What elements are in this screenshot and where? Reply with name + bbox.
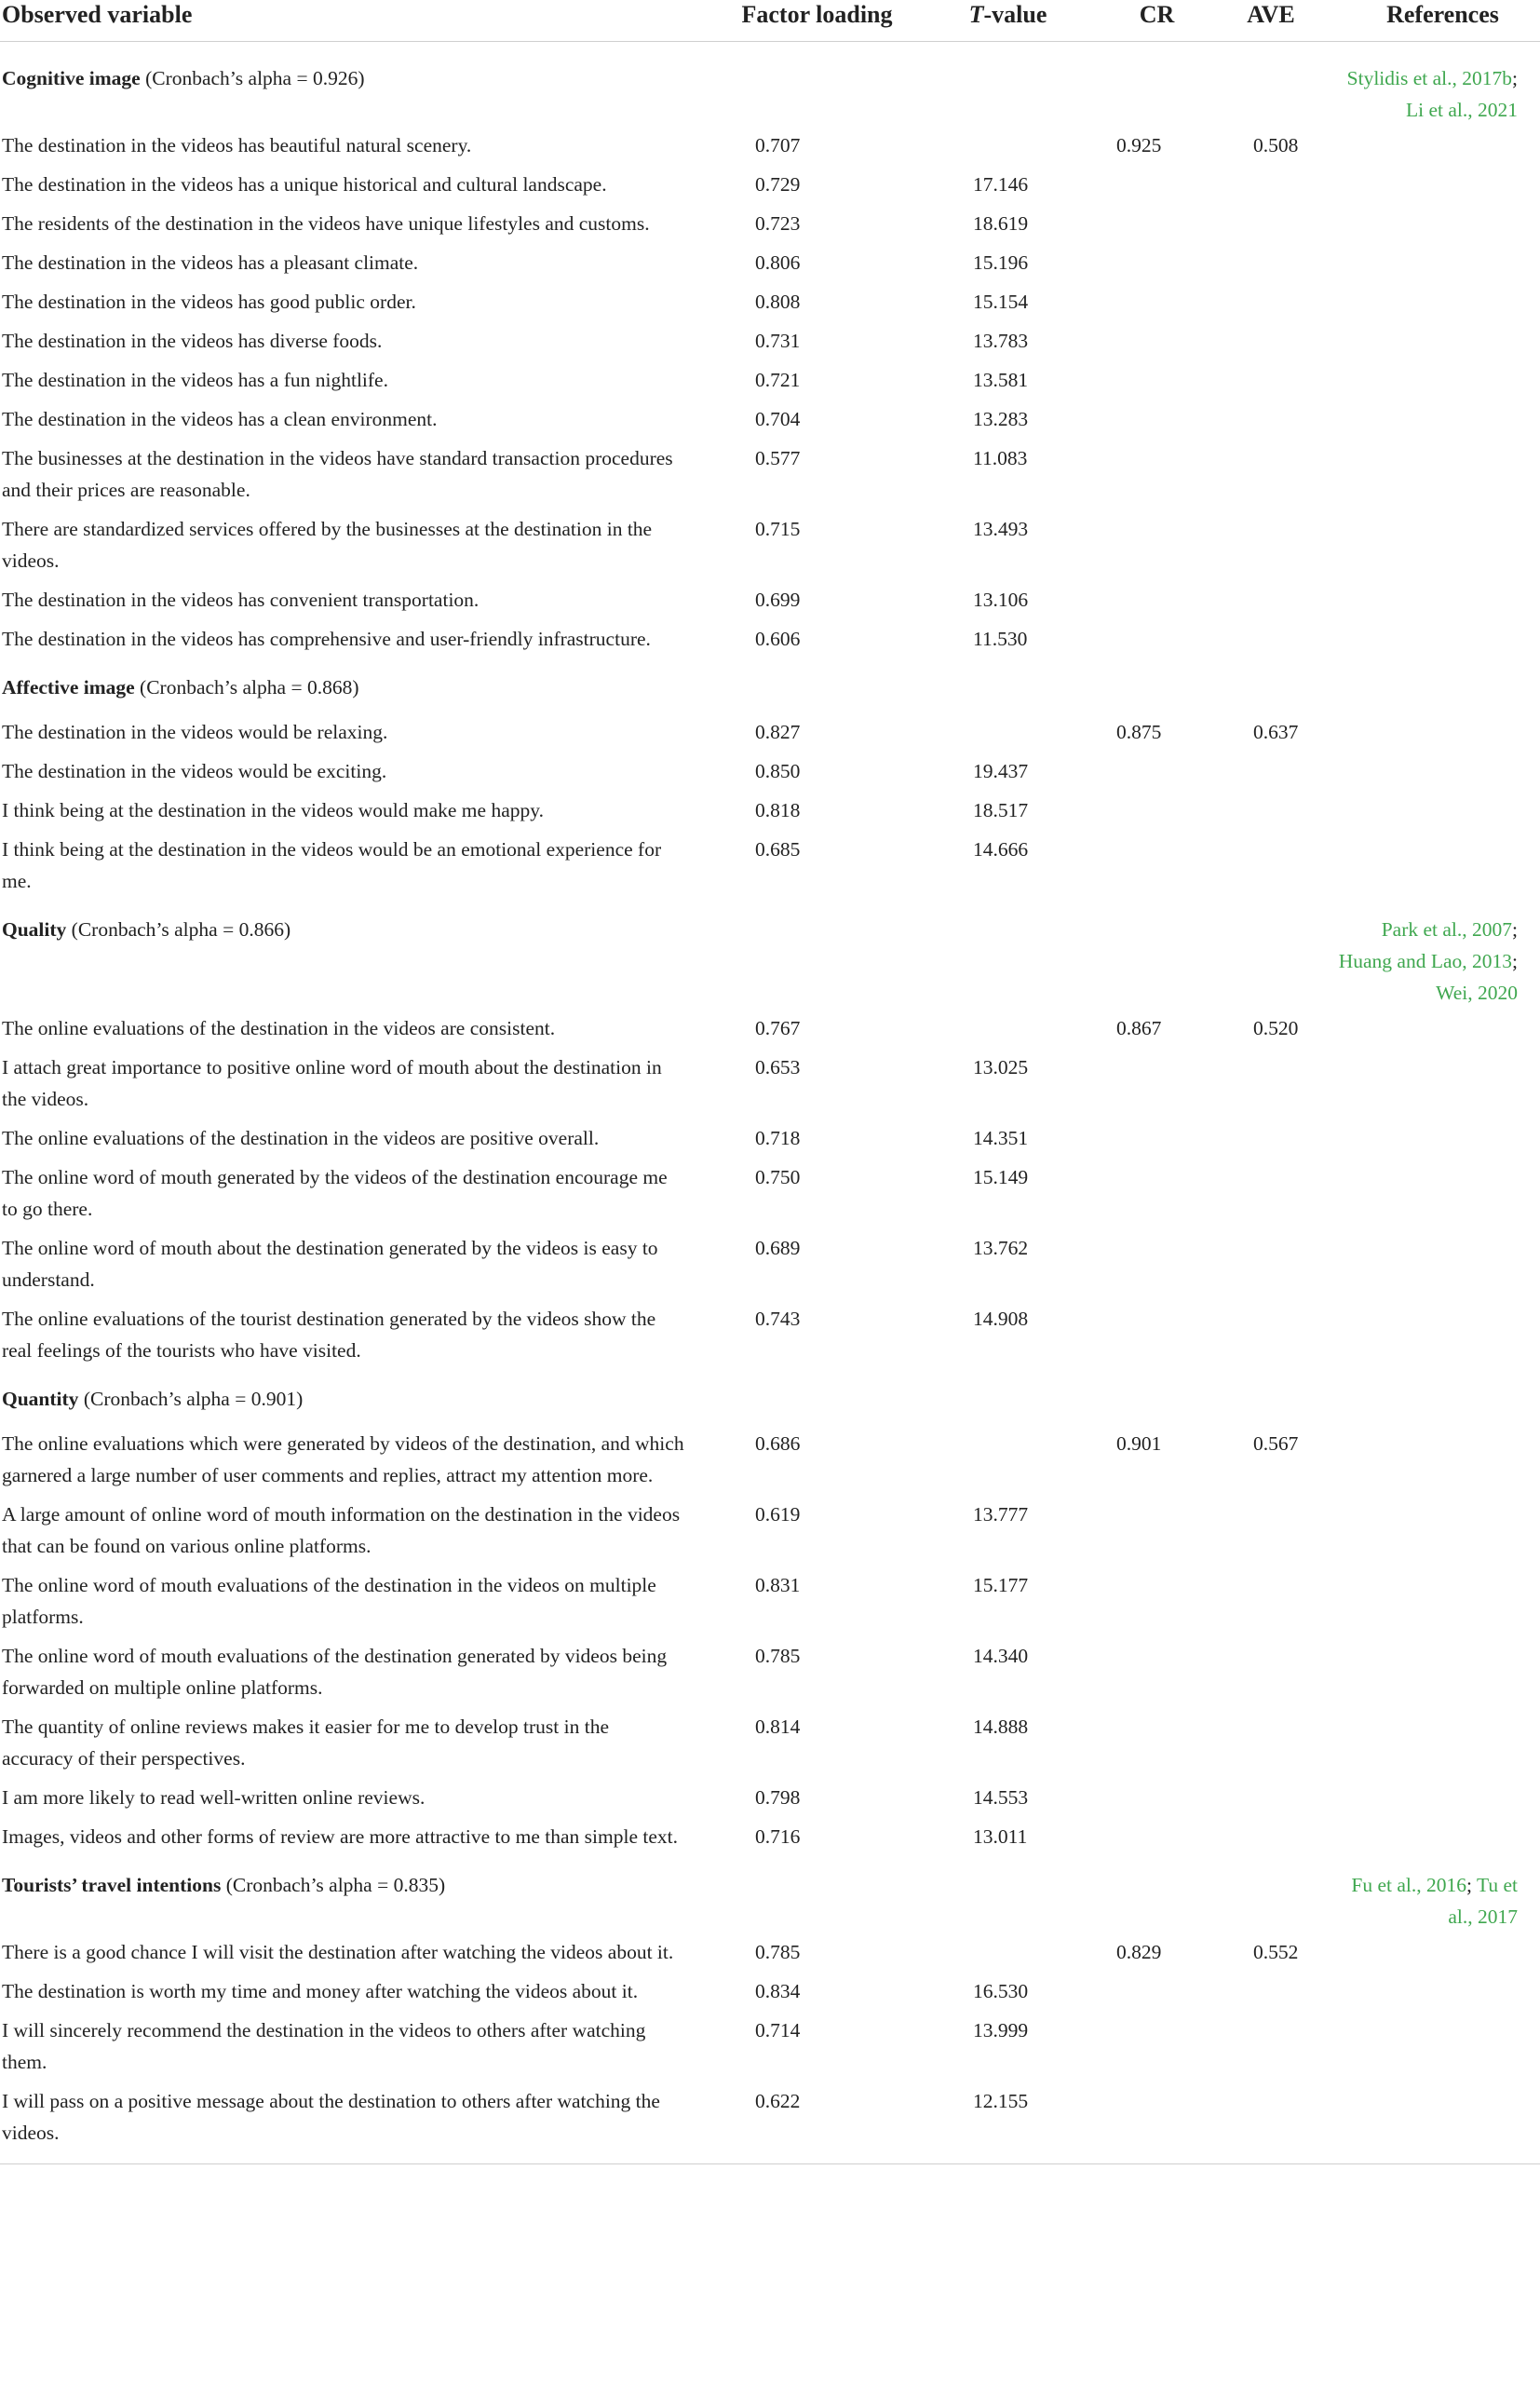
- cr-cell: [1099, 282, 1215, 321]
- cr-cell: [1099, 1299, 1215, 1370]
- observed-variable-cell: The online evaluations which were generated by videos of the destination, and which garnered a large number of user comments and replies, attract my attention more.: [2, 1432, 684, 1486]
- cr-cell: [1099, 1048, 1215, 1119]
- factor-loading-cell: 0.834: [755, 1980, 801, 2002]
- observed-variable-cell: The businesses at the destination in the videos have standard transaction procedures and their prices are reasonable.: [2, 447, 673, 501]
- section-row: [0, 1856, 1540, 1933]
- table-body: [0, 42, 1540, 2164]
- table-row: [0, 1707, 1540, 1778]
- table-row: [0, 1119, 1540, 1158]
- references-cell: [1327, 752, 1540, 791]
- cr-cell: 0.925: [1116, 134, 1162, 156]
- table-row: [0, 1933, 1540, 1972]
- factor-loading-cell: 0.685: [755, 838, 801, 861]
- factor-loading-cell: 0.704: [755, 408, 801, 430]
- cr-cell: [1099, 1817, 1215, 1856]
- t-value-cell: 13.581: [973, 369, 1029, 391]
- observed-variable-cell: Images, videos and other forms of review are more attractive to me than simple text.: [2, 1825, 678, 1848]
- table-row: [0, 619, 1540, 658]
- table-row: [0, 282, 1540, 321]
- factor-loading-cell: 0.699: [755, 589, 801, 611]
- observed-variable-cell: The destination in the videos has diverse foods.: [2, 330, 383, 352]
- cr-cell: [1099, 1228, 1215, 1299]
- cr-cell: [1099, 1119, 1215, 1158]
- observed-variable-cell: The destination in the videos has a clean environment.: [2, 408, 438, 430]
- ave-cell: [1215, 791, 1327, 830]
- observed-variable-cell: The residents of the destination in the videos have unique lifestyles and customs.: [2, 212, 650, 235]
- observed-variable-cell: The destination in the videos would be exciting.: [2, 760, 387, 782]
- section-title-cell: [0, 658, 1327, 712]
- section-references: [1327, 901, 1540, 1009]
- header-t-value-letter: T: [968, 1, 984, 28]
- ave-cell: 0.552: [1253, 1941, 1299, 1963]
- factor-loading-cell: 0.831: [755, 1574, 801, 1596]
- reference-separator: ;: [1512, 67, 1518, 89]
- t-value-cell: 18.517: [973, 799, 1029, 821]
- ave-cell: [1215, 1636, 1327, 1707]
- reference-separator: ;: [1512, 950, 1518, 972]
- cr-cell: [1099, 1566, 1215, 1636]
- ave-cell: [1215, 1119, 1327, 1158]
- t-value-cell: 13.011: [973, 1825, 1028, 1848]
- table-row: [0, 400, 1540, 439]
- section-alpha: (Cronbach’s alpha = 0.835): [221, 1874, 446, 1896]
- factor-loading-cell: 0.689: [755, 1237, 801, 1259]
- cr-cell: [1099, 752, 1215, 791]
- table-row: [0, 204, 1540, 243]
- factor-loading-cell: 0.808: [755, 291, 801, 313]
- t-value-cell: [917, 1009, 1099, 1048]
- ave-cell: [1215, 360, 1327, 400]
- references-cell: [1327, 360, 1540, 400]
- cr-cell: [1099, 321, 1215, 360]
- references-cell: [1327, 282, 1540, 321]
- observed-variable-cell: There are standardized services offered by the businesses at the destination in the videos.: [2, 518, 653, 572]
- ave-cell: [1215, 830, 1327, 901]
- factor-loading-cell: 0.686: [755, 1432, 801, 1455]
- t-value-cell: 11.530: [973, 628, 1028, 650]
- factor-loading-cell: 0.721: [755, 369, 801, 391]
- references-cell: [1327, 1119, 1540, 1158]
- observed-variable-cell: The online word of mouth evaluations of the destination generated by videos being forwarded on multiple online platforms.: [2, 1645, 668, 1699]
- cr-cell: [1099, 1158, 1215, 1228]
- factor-loading-cell: 0.806: [755, 251, 801, 274]
- references-cell: [1327, 243, 1540, 282]
- section-name: Quality: [2, 918, 67, 941]
- table-row: [0, 752, 1540, 791]
- t-value-cell: 13.762: [973, 1237, 1029, 1259]
- t-value-cell: 13.783: [973, 330, 1029, 352]
- cr-cell: [1099, 1707, 1215, 1778]
- t-value-cell: 14.666: [973, 838, 1029, 861]
- ave-cell: [1215, 439, 1327, 509]
- t-value-cell: 15.154: [973, 291, 1029, 313]
- t-value-cell: 13.493: [973, 518, 1029, 540]
- header-factor-loading: Factor loading: [694, 0, 917, 42]
- observed-variable-cell: The online word of mouth generated by the videos of the destination encourage me to go there.: [2, 1166, 668, 1220]
- table-row: [0, 1636, 1540, 1707]
- references-cell: [1327, 619, 1540, 658]
- section-name: Cognitive image: [2, 67, 141, 89]
- factor-loading-cell: 0.743: [755, 1308, 801, 1330]
- t-value-cell: 16.530: [973, 1980, 1029, 2002]
- observed-variable-cell: I will sincerely recommend the destination in the videos to others after watching them.: [2, 2019, 646, 2073]
- ave-cell: [1215, 1228, 1327, 1299]
- ave-cell: [1215, 752, 1327, 791]
- references-cell: [1327, 1636, 1540, 1707]
- section-title-cell: [0, 1370, 1327, 1424]
- t-value-cell: 11.083: [973, 447, 1028, 469]
- table-row: [0, 1228, 1540, 1299]
- observed-variable-cell: I am more likely to read well-written online reviews.: [2, 1786, 426, 1809]
- table-row: [0, 321, 1540, 360]
- factor-loading-cell: 0.767: [755, 1017, 801, 1039]
- reference-link[interactable]: Li et al., 2021: [1405, 99, 1518, 121]
- section-alpha: (Cronbach’s alpha = 0.926): [140, 67, 365, 89]
- cr-cell: [1099, 791, 1215, 830]
- references-cell: [1327, 1817, 1540, 1856]
- t-value-cell: 13.777: [973, 1503, 1029, 1526]
- header-t-value: [917, 0, 1099, 42]
- references-cell: [1327, 1424, 1540, 1495]
- ave-cell: [1215, 243, 1327, 282]
- t-value-cell: 19.437: [973, 760, 1029, 782]
- section-references: [1327, 42, 1540, 127]
- cr-cell: [1099, 1495, 1215, 1566]
- ave-cell: 0.520: [1253, 1017, 1299, 1039]
- t-value-cell: 14.340: [973, 1645, 1029, 1667]
- ave-cell: [1215, 1707, 1327, 1778]
- t-value-cell: 13.999: [973, 2019, 1029, 2041]
- references-cell: [1327, 1566, 1540, 1636]
- observed-variable-cell: The online word of mouth evaluations of the destination in the videos on multiple platforms.: [2, 1574, 656, 1628]
- ave-cell: [1215, 1299, 1327, 1370]
- factor-loading-cell: 0.577: [755, 447, 801, 469]
- references-cell: [1327, 509, 1540, 580]
- factor-loading-cell: 0.785: [755, 1645, 801, 1667]
- cr-cell: [1099, 1778, 1215, 1817]
- cr-cell: [1099, 2011, 1215, 2082]
- references-cell: [1327, 204, 1540, 243]
- observed-variable-cell: The destination in the videos has good public order.: [2, 291, 416, 313]
- t-value-cell: 14.351: [973, 1127, 1029, 1149]
- reference-link[interactable]: Tu et al., 2017: [1448, 1874, 1518, 1928]
- ave-cell: 0.567: [1253, 1432, 1299, 1455]
- ave-cell: [1215, 1566, 1327, 1636]
- references-cell: [1327, 1299, 1540, 1370]
- cr-cell: [1099, 243, 1215, 282]
- table-row: [0, 439, 1540, 509]
- t-value-cell: 15.177: [973, 1574, 1029, 1596]
- ave-cell: [1215, 1817, 1327, 1856]
- factor-loading-cell: 0.827: [755, 721, 801, 743]
- ave-cell: [1215, 400, 1327, 439]
- ave-cell: [1215, 2011, 1327, 2082]
- cr-cell: [1099, 830, 1215, 901]
- factor-loading-cell: 0.606: [755, 628, 801, 650]
- section-references: [1327, 1370, 1540, 1424]
- references-cell: [1327, 2011, 1540, 2082]
- cr-cell: [1099, 165, 1215, 204]
- table-row: [0, 830, 1540, 901]
- ave-cell: [1215, 1158, 1327, 1228]
- references-cell: [1327, 400, 1540, 439]
- reference-link[interactable]: Huang and Lao, 2013: [1338, 950, 1513, 972]
- observed-variable-cell: The destination in the videos would be relaxing.: [2, 721, 388, 743]
- table-row: [0, 1009, 1540, 1048]
- references-cell: [1327, 712, 1540, 752]
- table-row: [0, 1566, 1540, 1636]
- table-row: [0, 1299, 1540, 1370]
- factor-loading-cell: 0.814: [755, 1716, 801, 1738]
- observed-variable-cell: The destination in the videos has a unique historical and cultural landscape.: [2, 173, 607, 196]
- references-cell: [1327, 1228, 1540, 1299]
- cr-cell: 0.875: [1116, 721, 1162, 743]
- cr-cell: [1099, 509, 1215, 580]
- section-row: [0, 658, 1540, 712]
- factor-loading-cell: 0.716: [755, 1825, 801, 1848]
- t-value-cell: 14.553: [973, 1786, 1029, 1809]
- observed-variable-cell: The destination in the videos has beautiful natural scenery.: [2, 134, 472, 156]
- factor-loading-cell: 0.723: [755, 212, 801, 235]
- ave-cell: [1215, 321, 1327, 360]
- reference-link[interactable]: Wei, 2020: [1436, 982, 1518, 1004]
- references-cell: [1327, 1933, 1540, 1972]
- header-cr: CR: [1099, 0, 1215, 42]
- t-value-cell: 15.196: [973, 251, 1029, 274]
- cr-cell: [1099, 580, 1215, 619]
- observed-variable-cell: The destination in the videos has convenient transportation.: [2, 589, 480, 611]
- header-references: References: [1327, 0, 1540, 42]
- observed-variable-cell: I attach great importance to positive online word of mouth about the destination in the videos.: [2, 1056, 662, 1110]
- t-value-cell: [917, 1424, 1099, 1495]
- observed-variable-cell: The online evaluations of the destination in the videos are consistent.: [2, 1017, 556, 1039]
- table-row: [0, 165, 1540, 204]
- observed-variable-cell: The online evaluations of the tourist destination generated by the videos show the real feelings of the tourists who have visited.: [2, 1308, 656, 1362]
- observed-variable-cell: I will pass on a positive message about the destination to others after watching the videos.: [0, 2082, 694, 2164]
- table-row: [0, 243, 1540, 282]
- cr-cell: [1099, 1972, 1215, 2011]
- section-title-cell: [0, 901, 1327, 1009]
- factor-loading-cell: 0.850: [755, 760, 801, 782]
- ave-cell: [1215, 1048, 1327, 1119]
- cr-cell: [1099, 204, 1215, 243]
- factor-loading-cell: 0.818: [755, 799, 801, 821]
- t-value-cell: 14.908: [973, 1308, 1029, 1330]
- table-row: [0, 1048, 1540, 1119]
- cr-cell: 0.901: [1116, 1432, 1162, 1455]
- observed-variable-cell: The destination in the videos has a fun nightlife.: [2, 369, 388, 391]
- ave-cell: [1215, 1972, 1327, 2011]
- table-row: [0, 1158, 1540, 1228]
- references-cell: [1327, 1048, 1540, 1119]
- t-value-cell: [917, 712, 1099, 752]
- table-row: [0, 580, 1540, 619]
- table-row: [0, 1972, 1540, 2011]
- observed-variable-cell: I think being at the destination in the videos would be an emotional experience for me.: [2, 838, 662, 892]
- section-row: [0, 1370, 1540, 1424]
- cr-cell: [1099, 439, 1215, 509]
- factor-loading-cell: 0.707: [755, 134, 801, 156]
- header-ave: AVE: [1215, 0, 1327, 42]
- table-row: [0, 1424, 1540, 1495]
- section-alpha: (Cronbach’s alpha = 0.868): [134, 676, 359, 698]
- table-row: [0, 509, 1540, 580]
- factor-loading-cell: 0.715: [755, 518, 801, 540]
- cr-cell: [1099, 360, 1215, 400]
- t-value-cell: 14.888: [973, 1716, 1029, 1738]
- ave-cell: [1215, 2082, 1327, 2164]
- cr-cell: [1099, 2082, 1215, 2164]
- ave-cell: [1215, 1778, 1327, 1817]
- ave-cell: [1215, 509, 1327, 580]
- references-cell: [1327, 165, 1540, 204]
- factor-loading-cell: 0.653: [755, 1056, 801, 1078]
- table-row: [0, 2082, 1540, 2164]
- table-row: [0, 791, 1540, 830]
- header-t-value-suffix: -value: [983, 1, 1047, 28]
- observed-variable-cell: The quantity of online reviews makes it easier for me to develop trust in the accuracy of their perspectives.: [2, 1716, 609, 1770]
- observed-variable-cell: The destination is worth my time and money after watching the videos about it.: [2, 1980, 639, 2002]
- section-row: [0, 42, 1540, 127]
- table-row: [0, 360, 1540, 400]
- reference-link[interactable]: Park et al., 2007: [1381, 918, 1513, 941]
- table-row: [0, 126, 1540, 165]
- factor-loading-cell: 0.729: [755, 173, 801, 196]
- factor-loading-cell: 0.718: [755, 1127, 801, 1149]
- t-value-cell: 15.149: [973, 1166, 1029, 1188]
- section-row: [0, 901, 1540, 1009]
- references-cell: [1327, 830, 1540, 901]
- references-cell: [1327, 321, 1540, 360]
- section-references: [1327, 1856, 1540, 1933]
- references-cell: [1327, 2082, 1540, 2164]
- section-name: Affective image: [2, 676, 135, 698]
- t-value-cell: [917, 126, 1099, 165]
- observed-variable-cell: The destination in the videos has comprehensive and user-friendly infrastructure.: [2, 628, 651, 650]
- references-cell: [1327, 1707, 1540, 1778]
- t-value-cell: 17.146: [973, 173, 1029, 196]
- t-value-cell: 12.155: [917, 2082, 1099, 2164]
- references-cell: [1327, 439, 1540, 509]
- section-title-cell: [0, 1856, 1327, 1933]
- section-title-cell: [0, 42, 1327, 127]
- factor-loading-cell: 0.785: [755, 1941, 801, 1963]
- t-value-cell: 13.283: [973, 408, 1029, 430]
- ave-cell: 0.508: [1253, 134, 1299, 156]
- section-name: Quantity: [2, 1388, 79, 1410]
- observed-variable-cell: There is a good chance I will visit the destination after watching the videos about it.: [2, 1941, 674, 1963]
- reference-separator: ;: [1466, 1874, 1477, 1896]
- cr-cell: 0.829: [1116, 1941, 1162, 1963]
- header-observed-variable: Observed variable: [0, 0, 694, 42]
- ave-cell: [1215, 1495, 1327, 1566]
- table-header: [0, 0, 1540, 42]
- observed-variable-cell: The online evaluations of the destination in the videos are positive overall.: [2, 1127, 600, 1149]
- observed-variable-cell: The destination in the videos has a pleasant climate.: [2, 251, 419, 274]
- cr-cell: [1099, 619, 1215, 658]
- ave-cell: [1215, 619, 1327, 658]
- section-alpha: (Cronbach’s alpha = 0.866): [66, 918, 291, 941]
- reference-separator: ;: [1512, 918, 1518, 941]
- factor-loading-cell: 0.798: [755, 1786, 801, 1809]
- table-row: [0, 1778, 1540, 1817]
- references-cell: [1327, 1972, 1540, 2011]
- factor-loading-cell: 0.750: [755, 1166, 801, 1188]
- table-row: [0, 1495, 1540, 1566]
- references-cell: [1327, 1009, 1540, 1048]
- t-value-cell: [917, 1933, 1099, 1972]
- reference-link[interactable]: Fu et al., 2016: [1351, 1874, 1466, 1896]
- table-row: [0, 712, 1540, 752]
- factor-loading-cell: 0.619: [755, 1503, 801, 1526]
- references-cell: [1327, 126, 1540, 165]
- ave-cell: [1215, 580, 1327, 619]
- observed-variable-cell: I think being at the destination in the videos would make me happy.: [2, 799, 544, 821]
- ave-cell: [1215, 282, 1327, 321]
- references-cell: [1327, 580, 1540, 619]
- factor-loading-cell: 0.622: [694, 2082, 917, 2164]
- t-value-cell: 13.025: [973, 1056, 1029, 1078]
- references-cell: [1327, 1778, 1540, 1817]
- ave-cell: 0.637: [1253, 721, 1299, 743]
- ave-cell: [1215, 204, 1327, 243]
- section-references: [1327, 658, 1540, 712]
- observed-variable-cell: The online word of mouth about the destination generated by the videos is easy to understand.: [2, 1237, 658, 1291]
- t-value-cell: 13.106: [973, 589, 1029, 611]
- observed-variable-cell: A large amount of online word of mouth information on the destination in the videos that can be found on various online platforms.: [2, 1503, 681, 1557]
- t-value-cell: 18.619: [973, 212, 1029, 235]
- references-cell: [1327, 1158, 1540, 1228]
- cr-cell: [1099, 400, 1215, 439]
- table-row: [0, 2011, 1540, 2082]
- cr-cell: 0.867: [1116, 1017, 1162, 1039]
- section-name: Tourists’ travel intentions: [2, 1874, 222, 1896]
- references-cell: [1327, 791, 1540, 830]
- references-cell: [1327, 1495, 1540, 1566]
- table-row: [0, 1817, 1540, 1856]
- factor-loading-cell: 0.731: [755, 330, 801, 352]
- cr-cell: [1099, 1636, 1215, 1707]
- section-alpha: (Cronbach’s alpha = 0.901): [78, 1388, 304, 1410]
- ave-cell: [1215, 165, 1327, 204]
- reference-link[interactable]: Stylidis et al., 2017b: [1346, 67, 1513, 89]
- factor-loading-cell: 0.714: [755, 2019, 801, 2041]
